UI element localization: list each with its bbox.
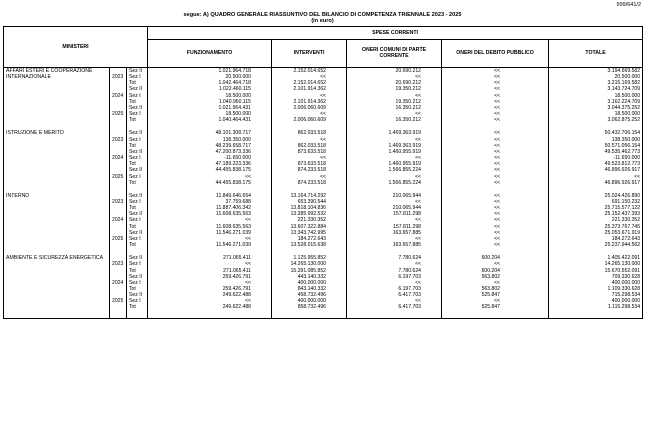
cell-oneri-debito: << [442, 80, 549, 86]
cell-oneri-debito: << [442, 199, 549, 205]
cell-totale: 3.162.224.709 [549, 99, 643, 105]
section-label: Tot [127, 99, 148, 105]
spacer-cell [110, 123, 127, 130]
cell-funzionamento: 47.189.223.336 [148, 161, 272, 167]
cell-funzionamento: << [148, 217, 272, 223]
cell-totale: 49.535.462.773 [549, 149, 643, 155]
cell-oneri-debito: << [442, 280, 549, 286]
cell-totale: 18.500.000 [549, 93, 643, 99]
table-body [4, 68, 643, 319]
cell-oneri-comuni: 1.566.855.224 [347, 167, 442, 173]
unit-subtitle: (in euro) [311, 18, 334, 25]
cell-interventi: 13.818.104.836 [272, 205, 347, 211]
section-label: Sez II [127, 68, 148, 75]
cell-oneri-comuni: 1.460.955.919 [347, 161, 442, 167]
cell-oneri-debito: << [442, 211, 549, 217]
cell-interventi: 1.125.955.852 [272, 255, 347, 261]
cell-oneri-comuni: << [347, 93, 442, 99]
cell-totale: 25.715.577.122 [549, 205, 643, 211]
cell-oneri-debito: << [442, 242, 549, 248]
spese-correnti-header: SPESE CORRENTI [148, 27, 643, 40]
cell-oneri-comuni: 210.065.944 [347, 205, 442, 211]
cell-oneri-debito: << [442, 224, 549, 230]
cell-funzionamento: 1.040.464.431 [148, 117, 272, 123]
section-label: Tot [127, 304, 148, 310]
ministry-spacer [4, 123, 643, 130]
spacer-cell [347, 186, 442, 193]
cell-totale: 715.298.534 [549, 292, 643, 298]
cell-totale: 1.115.298.534 [549, 304, 643, 310]
section-label: Sez II [127, 130, 148, 136]
cell-funzionamento: 18.500.000 [148, 93, 272, 99]
section-label: Sez II [127, 167, 148, 173]
section-label: Tot [127, 80, 148, 86]
section-label: Tot [127, 268, 148, 274]
cell-oneri-debito: << [442, 130, 549, 136]
spacer-cell [442, 311, 549, 319]
year-label: 2024 [110, 149, 127, 167]
col-header-totale: TOTALE [549, 39, 643, 67]
section-label: Tot [127, 143, 148, 149]
cell-oneri-comuni: 19.350.212 [347, 86, 442, 92]
cell-interventi: 184.272.643 [272, 236, 347, 242]
cell-totale: 49.523.812.773 [549, 161, 643, 167]
cell-oneri-debito: 563.802 [442, 274, 549, 280]
spacer-cell [442, 248, 549, 255]
cell-totale: 400.000.000 [549, 280, 643, 286]
cell-oneri-debito: << [442, 99, 549, 105]
cell-funzionamento: 138.350.000 [148, 137, 272, 143]
cell-interventi: 2.101.914.362 [272, 99, 347, 105]
cell-oneri-comuni: << [347, 174, 442, 180]
cell-interventi: 2.101.914.362 [272, 86, 347, 92]
cell-oneri-debito: << [442, 205, 549, 211]
col-header-funzionamento: FUNZIONAMENTO [148, 39, 272, 67]
cell-oneri-debito: << [442, 174, 549, 180]
cell-interventi: 13.385.992.532 [272, 211, 347, 217]
spacer-cell [549, 186, 643, 193]
cell-oneri-comuni: 1.469.363.919 [347, 143, 442, 149]
cell-oneri-comuni: 6.417.703 [347, 292, 442, 298]
cell-totale: 3.044.375.252 [549, 105, 643, 111]
spacer-cell [110, 248, 127, 255]
spacer-cell [272, 186, 347, 193]
cell-interventi: << [272, 111, 347, 117]
cell-oneri-comuni: << [347, 261, 442, 267]
cell-oneri-debito: << [442, 74, 549, 80]
section-label: Sez II [127, 255, 148, 261]
year-label: 2024 [110, 211, 127, 229]
cell-interventi: 873.633.518 [272, 149, 347, 155]
section-label: Sez II [127, 292, 148, 298]
cell-interventi: 15.391.085.852 [272, 268, 347, 274]
cell-interventi: 873.633.518 [272, 161, 347, 167]
cell-funzionamento: << [148, 280, 272, 286]
cell-interventi: 13.607.322.884 [272, 224, 347, 230]
cell-funzionamento: 259.426.791 [148, 274, 272, 280]
cell-totale: 46.896.926.917 [549, 167, 643, 173]
cell-funzionamento: 47.200.873.336 [148, 149, 272, 155]
spacer-cell [272, 123, 347, 130]
table-title [0, 12, 645, 25]
spacer-cell [347, 311, 442, 319]
spacer-cell [272, 248, 347, 255]
cell-interventi: 13.528.015.638 [272, 242, 347, 248]
cell-interventi: << [272, 155, 347, 161]
section-label: Sez II [127, 274, 148, 280]
cell-oneri-debito: << [442, 117, 549, 123]
year-label: 2023 [110, 68, 127, 87]
table-row [4, 68, 643, 75]
section-label: Tot [127, 242, 148, 248]
cell-totale: 3.194.669.582 [549, 68, 643, 75]
spacer-cell [442, 123, 549, 130]
section-label: Sez I [127, 155, 148, 161]
cell-oneri-comuni: 157.811.298 [347, 224, 442, 230]
cell-oneri-debito: << [442, 143, 549, 149]
cell-interventi: 862.033.518 [272, 130, 347, 136]
cell-oneri-comuni: 7.780.624 [347, 268, 442, 274]
cell-totale: 709.330.628 [549, 274, 643, 280]
cell-totale: -11.650.000 [549, 155, 643, 161]
cell-totale: 221.330.352 [549, 217, 643, 223]
cell-interventi: 874.233.518 [272, 167, 347, 173]
cell-totale: 14.265.130.000 [549, 261, 643, 267]
ministry-name: ISTRUZIONE E MERITO [4, 130, 110, 185]
cell-interventi: 2.006.060.609 [272, 105, 347, 111]
section-label: Sez I [127, 236, 148, 242]
cell-oneri-comuni: 1.460.955.919 [347, 149, 442, 155]
spacer-cell [549, 123, 643, 130]
ministry-name: AFFARI ESTERI E COOPERAZIONE INTERNAZIONALE [4, 68, 110, 124]
budget-summary-table [3, 26, 643, 319]
cell-oneri-debito: << [442, 105, 549, 111]
cell-oneri-comuni: 7.780.624 [347, 255, 442, 261]
section-label: Sez II [127, 149, 148, 155]
cell-oneri-debito: << [442, 230, 549, 236]
spacer-cell [110, 186, 127, 193]
cell-oneri-comuni: << [347, 236, 442, 242]
section-label: Tot [127, 117, 148, 123]
cell-totale: 25.237.944.562 [549, 242, 643, 248]
year-label: 2023 [110, 255, 127, 273]
section-label: Sez I [127, 111, 148, 117]
section-label: Tot [127, 286, 148, 292]
cell-oneri-comuni: << [347, 137, 442, 143]
cell-interventi: 13.343.742.995 [272, 230, 347, 236]
cell-oneri-comuni: 163.657.885 [347, 230, 442, 236]
cell-oneri-comuni: 6.197.703 [347, 286, 442, 292]
cell-funzionamento: << [148, 174, 272, 180]
cell-oneri-debito: 600.204 [442, 255, 549, 261]
spacer-cell [4, 248, 110, 255]
year-label: 2025 [110, 167, 127, 185]
cell-oneri-comuni: << [347, 111, 442, 117]
spacer-cell [148, 248, 272, 255]
cell-totale: 25.024.426.890 [549, 193, 643, 199]
cell-funzionamento: 271.065.411 [148, 268, 272, 274]
cell-oneri-comuni: 6.197.703 [347, 274, 442, 280]
cell-totale: 184.272.643 [549, 236, 643, 242]
cell-oneri-debito: << [442, 193, 549, 199]
section-label: Sez I [127, 137, 148, 143]
section-label: Sez I [127, 217, 148, 223]
cell-interventi: 14.265.130.000 [272, 261, 347, 267]
cell-funzionamento: 11.608.635.563 [148, 224, 272, 230]
section-label: Tot [127, 161, 148, 167]
cell-totale: 400.000.000 [549, 298, 643, 304]
cell-funzionamento: 259.426.791 [148, 286, 272, 292]
cell-funzionamento: 11.546.271.039 [148, 242, 272, 248]
cell-funzionamento: 20.500.000 [148, 74, 272, 80]
col-header-oneri-debito: ONERI DEL DEBITO PUBBLICO [442, 39, 549, 67]
cell-interventi: 458.732.496 [272, 292, 347, 298]
cell-funzionamento: << [148, 261, 272, 267]
cell-funzionamento: 11.849.646.654 [148, 193, 272, 199]
cell-oneri-debito: << [442, 236, 549, 242]
year-label: 2024 [110, 86, 127, 104]
cell-interventi: 13.164.714.292 [272, 193, 347, 199]
year-label: 2023 [110, 130, 127, 148]
spacer-cell [4, 123, 110, 130]
cell-funzionamento: 44.455.838.175 [148, 167, 272, 173]
col-header-interventi: INTERVENTI [272, 39, 347, 67]
spacer-cell [442, 186, 549, 193]
cell-interventi: 221.330.352 [272, 217, 347, 223]
cell-interventi: 858.732.496 [272, 304, 347, 310]
ministeri-header: MINISTERI [4, 27, 148, 68]
section-label: Sez II [127, 86, 148, 92]
cell-funzionamento: 1.021.964.718 [148, 68, 272, 75]
spacer-cell [347, 123, 442, 130]
cell-funzionamento: 48.101.308.717 [148, 130, 272, 136]
cell-oneri-debito: << [442, 86, 549, 92]
cell-totale: 1.405.422.091 [549, 255, 643, 261]
ministry-name: AMBIENTE E SICUREZZA ENERGETICA [4, 255, 110, 310]
cell-oneri-comuni: 19.350.212 [347, 99, 442, 105]
spacer-cell [549, 248, 643, 255]
cell-oneri-comuni: 210.065.944 [347, 193, 442, 199]
section-label: Tot [127, 205, 148, 211]
cell-oneri-comuni: 6.417.703 [347, 304, 442, 310]
cell-oneri-comuni: << [347, 155, 442, 161]
cell-oneri-comuni: 20.690.212 [347, 68, 442, 75]
cell-totale: 25.053.671.919 [549, 230, 643, 236]
spacer-cell [549, 311, 643, 319]
year-label: 2024 [110, 274, 127, 292]
cell-interventi: 400.000.000 [272, 298, 347, 304]
section-label: Sez I [127, 261, 148, 267]
cell-totale: 25.152.437.393 [549, 211, 643, 217]
cell-oneri-comuni: 163.657.885 [347, 242, 442, 248]
section-label: Tot [127, 224, 148, 230]
spacer-cell [148, 186, 272, 193]
cell-oneri-debito: << [442, 137, 549, 143]
cell-oneri-debito: << [442, 93, 549, 99]
cell-interventi: << [272, 93, 347, 99]
cell-funzionamento: 1.022.460.115 [148, 86, 272, 92]
cell-oneri-comuni: << [347, 280, 442, 286]
cell-totale: 138.350.000 [549, 137, 643, 143]
cell-totale: 25.373.767.745 [549, 224, 643, 230]
spacer-cell [347, 248, 442, 255]
cell-totale: 18.500.000 [549, 111, 643, 117]
cell-totale: 15.670.552.091 [549, 268, 643, 274]
cell-interventi: 653.390.544 [272, 199, 347, 205]
section-label: Sez I [127, 174, 148, 180]
cell-totale: 20.500.000 [549, 74, 643, 80]
section-label: Sez I [127, 280, 148, 286]
section-label: Sez II [127, 211, 148, 217]
cell-oneri-comuni: << [347, 74, 442, 80]
cell-oneri-debito: << [442, 155, 549, 161]
cell-interventi: 400.000.000 [272, 280, 347, 286]
spacer-cell [127, 186, 148, 193]
cell-funzionamento: 37.759.688 [148, 199, 272, 205]
cell-interventi: << [272, 137, 347, 143]
cell-interventi: 862.033.518 [272, 143, 347, 149]
cell-oneri-debito: 525.847 [442, 304, 549, 310]
cell-oneri-comuni: << [347, 217, 442, 223]
cell-oneri-debito: 525.847 [442, 292, 549, 298]
year-label: 2025 [110, 292, 127, 310]
spacer-cell [148, 123, 272, 130]
cell-funzionamento: 11.887.406.342 [148, 205, 272, 211]
cell-interventi: 874.233.518 [272, 180, 347, 186]
cell-oneri-debito: << [442, 167, 549, 173]
cell-oneri-debito: << [442, 298, 549, 304]
cell-oneri-debito: << [442, 68, 549, 75]
cell-interventi: 2.152.014.652 [272, 80, 347, 86]
cell-totale: << [549, 174, 643, 180]
col-header-oneri-comuni: ONERI COMUNI DI PARTE CORRENTE [347, 39, 442, 67]
spacer-cell [4, 311, 110, 319]
ministry-spacer [4, 186, 643, 193]
section-label: Sez II [127, 193, 148, 199]
cell-oneri-debito: << [442, 261, 549, 267]
cell-interventi: 443.140.332 [272, 274, 347, 280]
section-label: Sez II [127, 230, 148, 236]
spacer-cell [4, 186, 110, 193]
cell-totale: 50.432.706.154 [549, 130, 643, 136]
cell-oneri-comuni: << [347, 199, 442, 205]
section-label: Tot [127, 180, 148, 186]
cell-funzionamento: 18.500.000 [148, 111, 272, 117]
cell-interventi: 843.140.332 [272, 286, 347, 292]
cell-oneri-debito: << [442, 161, 549, 167]
cell-funzionamento: 11.608.635.563 [148, 211, 272, 217]
section-label: Sez I [127, 199, 148, 205]
cell-oneri-comuni: 1.566.855.224 [347, 180, 442, 186]
cell-funzionamento: -11.650.000 [148, 155, 272, 161]
cell-oneri-comuni: 16.350.212 [347, 105, 442, 111]
cell-totale: 1.109.330.628 [549, 286, 643, 292]
spacer-cell [127, 123, 148, 130]
cell-oneri-debito: << [442, 217, 549, 223]
cell-oneri-comuni: 157.811.298 [347, 211, 442, 217]
ministry-spacer [4, 248, 643, 255]
year-label: 2025 [110, 230, 127, 248]
cell-funzionamento: 271.065.411 [148, 255, 272, 261]
cell-oneri-debito: 563.802 [442, 286, 549, 292]
cell-oneri-debito: << [442, 149, 549, 155]
cell-funzionamento: 44.455.838.175 [148, 180, 272, 186]
cell-funzionamento: << [148, 298, 272, 304]
cell-funzionamento: 1.042.464.718 [148, 80, 272, 86]
section-label: Sez I [127, 298, 148, 304]
cell-interventi: << [272, 74, 347, 80]
cell-oneri-debito: << [442, 111, 549, 117]
cell-funzionamento: 249.622.488 [148, 292, 272, 298]
spacer-cell [110, 311, 127, 319]
cell-oneri-debito: 600.204 [442, 268, 549, 274]
cell-oneri-comuni: << [347, 298, 442, 304]
header-row-top [4, 27, 643, 40]
cell-oneri-comuni: 1.469.363.919 [347, 130, 442, 136]
cell-oneri-comuni: 16.350.212 [347, 117, 442, 123]
spacer-cell [148, 311, 272, 319]
title-text: segue: A) QUADRO GENERALE RIASSUNTIVO DEL BILANCIO DI COMPETENZA TRIENNALE 2023 - 2025 [183, 12, 462, 18]
section-label: Sez II [127, 105, 148, 111]
cell-interventi: 2.006.060.609 [272, 117, 347, 123]
spacer-cell [272, 311, 347, 319]
cell-totale: 50.571.056.154 [549, 143, 643, 149]
ministry-name: INTERNO [4, 193, 110, 248]
cell-interventi: 2.152.014.652 [272, 68, 347, 75]
cell-funzionamento: 11.546.271.039 [148, 230, 272, 236]
cell-funzionamento: << [148, 236, 272, 242]
cell-funzionamento: 1.021.964.431 [148, 105, 272, 111]
cell-funzionamento: 1.040.960.115 [148, 99, 272, 105]
spacer-cell [127, 311, 148, 319]
section-label: Sez I [127, 74, 148, 80]
cell-oneri-comuni: 20.690.212 [347, 80, 442, 86]
document-number: 999/641/2 [616, 2, 641, 8]
cell-totale: 3.143.724.709 [549, 86, 643, 92]
year-label: 2023 [110, 193, 127, 211]
spacer-cell [127, 248, 148, 255]
cell-totale: 46.896.926.917 [549, 180, 643, 186]
cell-oneri-debito: << [442, 180, 549, 186]
year-label: 2025 [110, 105, 127, 123]
cell-totale: 3.215.169.582 [549, 80, 643, 86]
cell-funzionamento: 249.622.488 [148, 304, 272, 310]
section-label: Sez I [127, 93, 148, 99]
cell-totale: 3.062.875.252 [549, 117, 643, 123]
cell-totale: 691.150.232 [549, 199, 643, 205]
ministry-spacer [4, 311, 643, 319]
cell-interventi: << [272, 174, 347, 180]
cell-funzionamento: 48.239.658.717 [148, 143, 272, 149]
